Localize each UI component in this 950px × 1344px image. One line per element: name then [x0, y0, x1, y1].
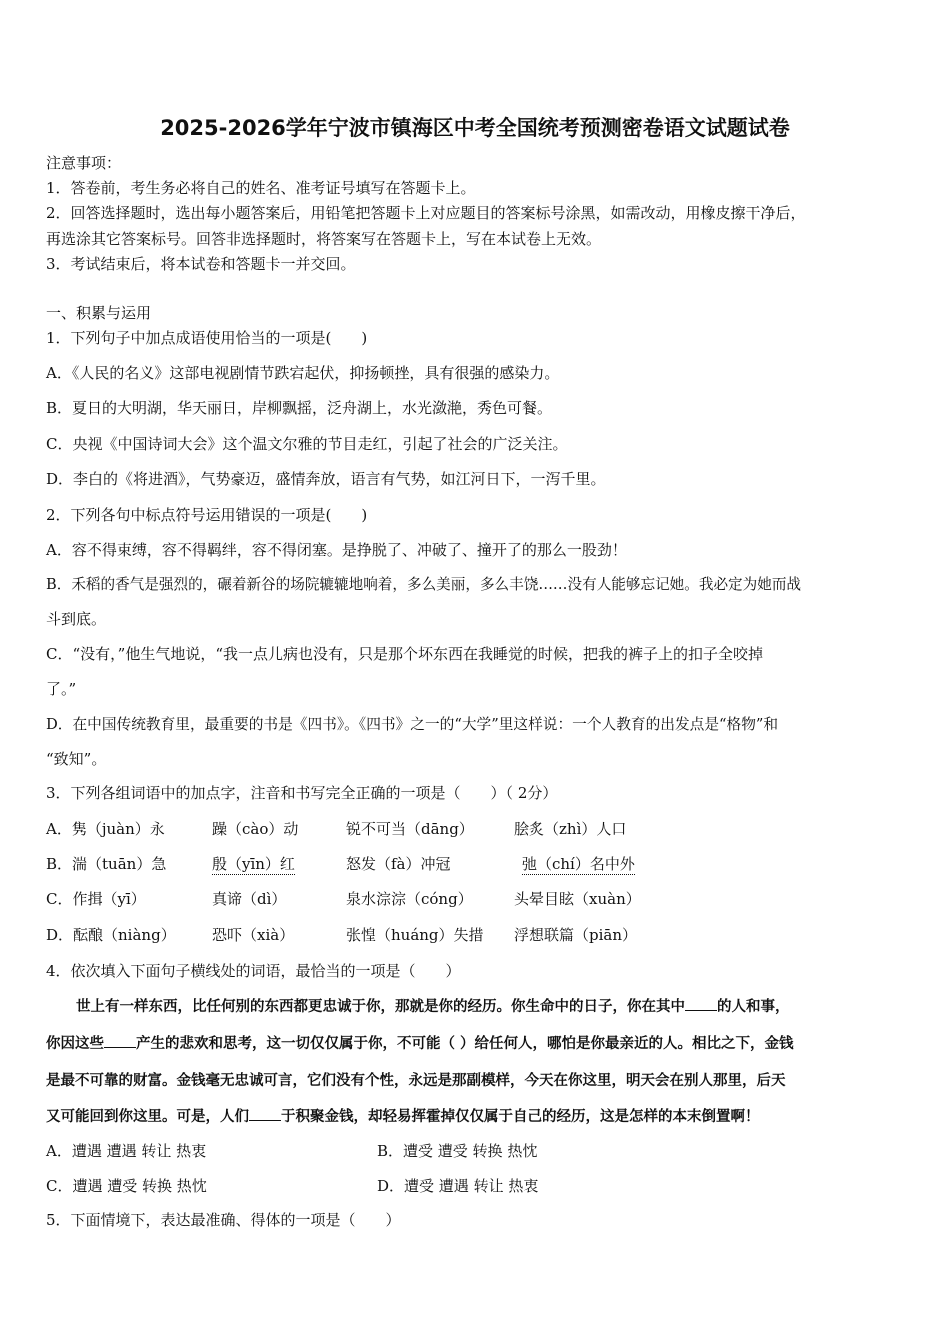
passage-text: 的人和事，	[717, 998, 790, 1015]
q3-a-word-4: 脍炙（zhì）人口	[514, 820, 627, 838]
question-3-stem: 3．下列各组词语中的加点字，注音和书写完全正确的一项是（ ）（ 2分）	[46, 784, 558, 802]
question-1-option-c: C．央视《中国诗词大会》这个温文尔雅的节目走红，引起了社会的广泛关注。	[46, 435, 568, 453]
q3-a-word-1: A．隽（juàn）永	[46, 820, 165, 838]
question-1-stem: 1．下列句子中加点成语使用恰当的一项是( )	[46, 329, 368, 347]
question-2-option-c-cont: 了。”	[46, 680, 77, 698]
question-2-option-b-cont: 斗到底。	[46, 610, 107, 628]
q3-c-word-4: 头晕目眩（xuàn）	[514, 890, 641, 908]
q3-a-word-2: 躁（cào）动	[212, 820, 299, 838]
question-2-option-c: C．“没有，”他生气地说，“我一点儿病也没有，只是那个坏东西在我睡觉的时候，把我的裤子上的扣子全咬掉	[46, 645, 763, 663]
passage-text: 又可能回到你这里。可是，人们	[46, 1108, 249, 1125]
q3-c-word-3: 泉水淙淙（cóng）	[346, 890, 473, 908]
notice-item: 再选涂其它答案标号。回答非选择题时，将答案写在答题卡上，写在本试卷上无效。	[46, 230, 602, 248]
notice-heading: 注意事项：	[46, 154, 122, 172]
passage-text: 是最不可靠的财富。金钱毫无忠诚可言，它们没有个性，永远是那副模样，今天在你这里，明天会在别人那里，后天	[46, 1072, 786, 1089]
fill-blank	[104, 1035, 136, 1048]
question-2-stem: 2．下列各句中标点符号运用错误的一项是( )	[46, 506, 368, 524]
q3-a-word-3: 锐不可当（dāng）	[346, 820, 474, 838]
q3-b-word-3: 怒发（fà）冲冠	[346, 855, 451, 873]
notice-item: 3．考试结束后，将本试卷和答题卡一并交回。	[46, 255, 356, 273]
question-4-option-c: C．遭遇 遭受 转换 热忱	[46, 1177, 207, 1195]
question-2-option-d-cont: “致知”。	[46, 750, 107, 768]
page-title: 2025-2026学年宁波市镇海区中考全国统考预测密卷语文试题试卷	[160, 116, 790, 140]
passage-text: 于积聚金钱，却轻易挥霍掉仅仅属于自己的经历，这是怎样的本末倒置啊！	[281, 1108, 760, 1125]
question-2-option-b: B．禾稻的香气是强烈的，碾着新谷的场院辘辘地响着，多么美丽，多么丰饶……没有人能够忘记她。我必定为她而战	[46, 576, 802, 593]
question-4-stem: 4．依次填入下面句子横线处的词语，最恰当的一项是（ ）	[46, 962, 461, 980]
fill-blank	[685, 998, 717, 1011]
notice-item: 2．回答选择题时，选出每小题答案后，用铅笔把答题卡上对应题目的答案标号涂黑，如需改动，用橡皮擦干净后，	[46, 204, 806, 222]
q3-b-word-4: 弛（chí）名中外	[522, 855, 635, 873]
q3-b-word-2: 殷（yīn）红	[212, 855, 295, 873]
question-4-option-d: D．遭受 遭遇 转让 热衷	[377, 1177, 539, 1195]
q4-passage-line-2	[46, 1032, 908, 1053]
question-1-option-d: D．李白的《将进酒》，气势豪迈，盛情奔放，语言有气势，如江河日下，一泻千里。	[46, 470, 606, 488]
passage-text: 世上有一样东西，比任何别的东西都更忠诚于你，那就是你的经历。你生命中的日子，你在其中	[76, 998, 685, 1015]
question-1-option-b: B．夏日的大明湖，华天丽日，岸柳飘摇，泛舟湖上，水光潋滟，秀色可餐。	[46, 399, 553, 417]
notice-item: 1．答卷前，考生务必将自己的姓名、准考证号填写在答题卡上。	[46, 179, 476, 197]
q3-b-word-1: B．湍（tuān）急	[46, 855, 167, 873]
q3-c-word-1: C．作揖（yī）	[46, 890, 146, 908]
question-4-option-a: A．遭遇 遭遇 转让 热衷	[46, 1142, 207, 1160]
question-2-option-d: D．在中国传统教育里，最重要的书是《四书》。《四书》之一的“大学”里这样说：一个人教育的出发点是“格物”和	[46, 716, 779, 733]
q3-d-word-2: 恐吓（xià）	[212, 926, 295, 944]
q4-passage-line-1	[46, 995, 908, 1016]
passage-text: 你因这些	[46, 1035, 104, 1052]
q3-d-word-3: 张惶（huáng）失措	[346, 926, 484, 944]
question-5-stem: 5．下面情境下，表达最准确、得体的一项是（ ）	[46, 1211, 401, 1229]
q4-passage-line-3	[46, 1069, 908, 1090]
q3-d-word-1: D．酝酿（niàng）	[46, 926, 176, 944]
fill-blank	[249, 1108, 281, 1121]
q4-passage-line-4	[46, 1105, 908, 1126]
question-2-option-a: A．容不得束缚，容不得羁绊，容不得闭塞。是挣脱了、冲破了、撞开了的那么一股劲！	[46, 541, 627, 559]
section-heading: 一、积累与运用	[46, 304, 152, 322]
question-4-option-b: B．遭受 遭受 转换 热忱	[377, 1142, 538, 1160]
passage-text: 产生的悲欢和思考，这一切仅仅属于你，不可能（ ）给任何人，哪怕是你最亲近的人。相比之下，金钱	[136, 1035, 794, 1052]
q3-d-word-4: 浮想联篇（piān）	[514, 926, 638, 944]
question-1-option-a: A．《人民的名义》这部电视剧情节跌宕起伏，抑扬顿挫，具有很强的感染力。	[46, 364, 560, 382]
q3-c-word-2: 真谛（dì）	[212, 890, 287, 908]
